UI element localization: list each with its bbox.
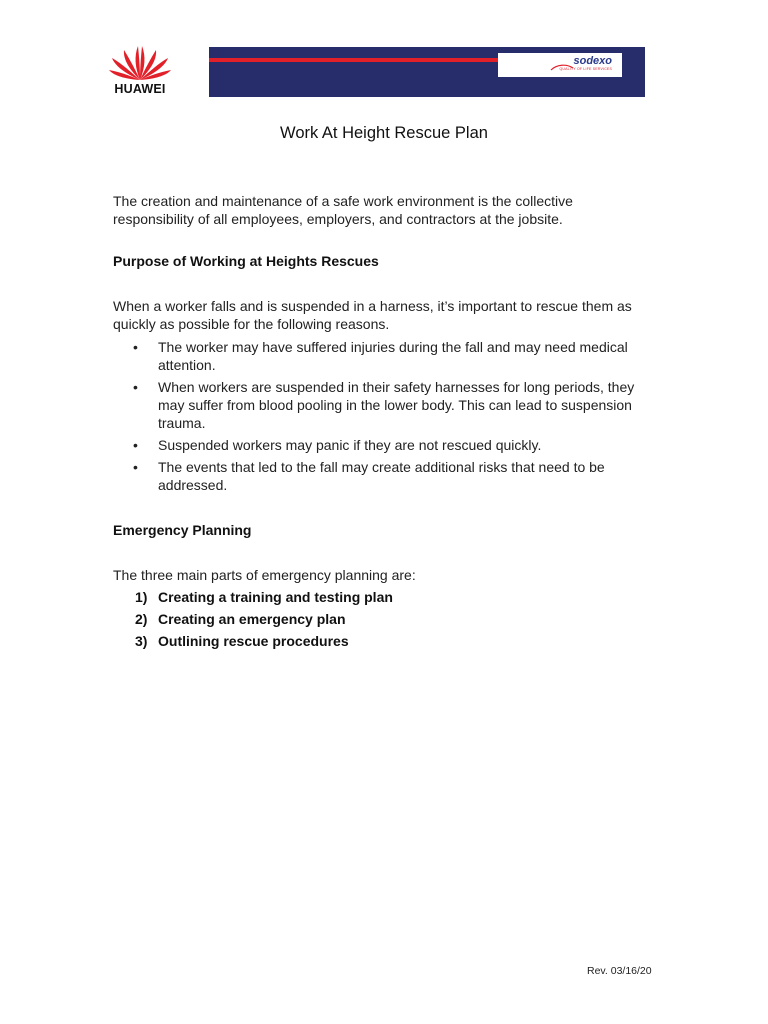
section-heading-emergency-planning: Emergency Planning [113,522,252,538]
bullet-icon: • [133,459,138,475]
bullet-icon: • [133,437,138,453]
list-item-text: Creating a training and testing plan [158,589,393,605]
bullet-text: When workers are suspended in their safety harnesses for long periods, they may suffer from blood pooling in the lower body. This can lead to suspension trauma. [158,379,635,431]
emergency-numbered-list [113,586,653,652]
list-number: 3) [135,633,148,649]
bullet-icon: • [133,339,138,355]
list-item-text: Creating an emergency plan [158,611,346,627]
sodexo-logo [498,53,622,77]
list-item-text: Outlining rescue procedures [158,633,349,649]
bullet-text: The events that led to the fall may create additional risks that need to be addressed. [158,459,605,493]
list-item [113,630,653,652]
list-item [113,436,653,454]
sodexo-tagline: QUALITY OF LIFE SERVICES [559,67,612,71]
banner-red-stripe [209,58,499,62]
sodexo-banner [209,47,645,97]
list-item [113,608,653,630]
bullet-text: Suspended workers may panic if they are not rescued quickly. [158,437,542,453]
bullet-text: The worker may have suffered injuries during the fall and may need medical attention. [158,339,628,373]
huawei-petals-icon [108,44,172,80]
list-number: 2) [135,611,148,627]
list-item [113,458,653,494]
huawei-logo [108,44,172,100]
list-item [113,586,653,608]
purpose-lead-paragraph: When a worker falls and is suspended in a harness, it’s important to rescue them as quickly as possible for the following reasons. [113,298,632,332]
bullet-icon: • [133,379,138,395]
huawei-wordmark: HUAWEI [114,82,166,96]
section-heading-purpose: Purpose of Working at Heights Rescues [113,253,379,269]
purpose-bullet-list [113,338,653,498]
document-title: Work At Height Rescue Plan [280,124,488,142]
emergency-lead-paragraph: The three main parts of emergency planning are: [113,567,416,583]
intro-paragraph: The creation and maintenance of a safe work environment is the collective responsibility of all employees, employers, and contractors at the jobsite. [113,193,573,227]
revision-footer: Rev. 03/16/20 [587,965,652,977]
list-number: 1) [135,589,148,605]
list-item [113,378,653,432]
list-item [113,338,653,374]
sodexo-wordmark: sodexo [573,55,612,67]
